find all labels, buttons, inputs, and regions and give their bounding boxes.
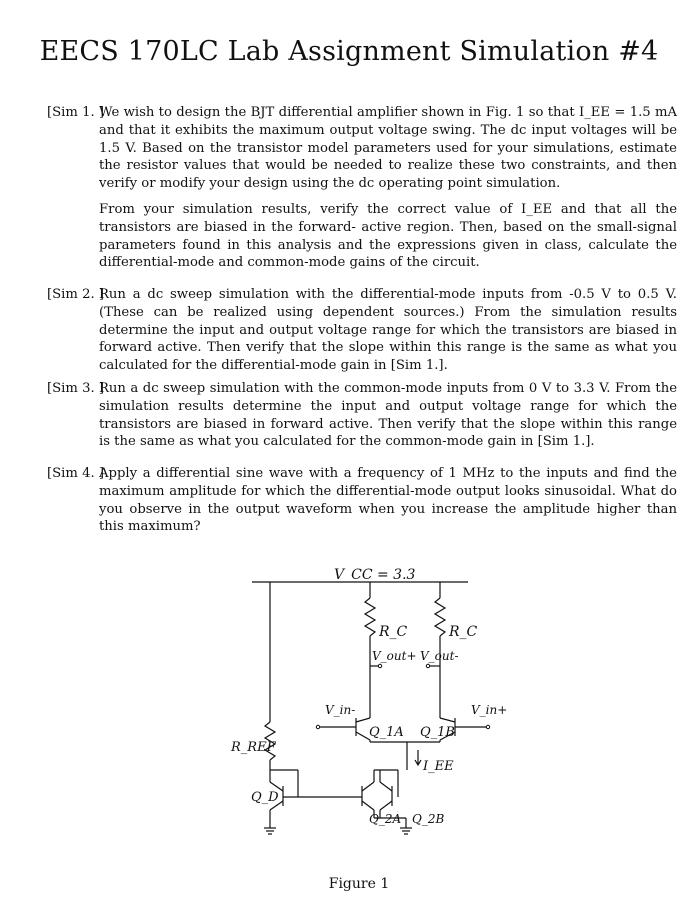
sim-2-tag: [Sim 2. ] [47,287,105,302]
vout-minus-label: V_out- [420,649,459,663]
q1a-label: Q_1A [369,725,404,740]
vin-minus-label: V_in- [325,703,356,717]
sim-1-paragraph-2: From your simulation results, verify the correct value of I_EE and that all the transistors are biased in the forward- active region. Then, based on the small-signal parameters found in this analysis and the expressions given in class, calculate the differential-mode and common-mode gains of the circuit. [99,201,677,271]
sim-3-tag: [Sim 3. ] [47,381,105,396]
rc-right-label: R_C [449,624,478,640]
vcc-label: V_CC = 3.3 [334,567,416,583]
sim-3-paragraph: Run a dc sweep simulation with the common-mode inputs from 0 V to 3.3 V. From the simulation results determine the input and output voltage range for which the transistors are biased in forward active. Then verify that the slope within this range is the same as what you calculated for the common-mode gain in [Sim 1.]. [99,381,677,450]
circuit-labels [230,567,507,826]
document-title: EECS 170LC Lab Assignment Simulation #4 [39,36,659,67]
circuit-wires [252,582,488,834]
sim-1-tag: [Sim 1. ] [47,105,105,120]
sim-2-paragraph: Run a dc sweep simulation with the differential-mode inputs from -0.5 V to 0.5 V. (These can be realized using dependent sources.) From the simulation results determine the input and output voltage range for which the transistors are biased in forward active. Then verify that the slope within this range is the same as what you calculated for the differential-mode gain in [Sim 1.]. [99,287,677,374]
sim-4-tag: [Sim 4. ] [47,466,105,481]
sim-4-paragraph: Apply a differential sine wave with a frequency of 1 MHz to the inputs and find the maximum amplitude for which the differential-mode output looks sinusoidal. What do you observe in the output waveform when you increase the amplitude higher than this maximum? [99,466,677,535]
vin-plus-label: V_in+ [471,703,508,717]
q2b-label: Q_2B [412,812,445,826]
vout-plus-label: V_out+ [372,649,417,663]
qd-label: Q_D [251,790,279,805]
rref-label: R_REF [231,740,276,755]
figure-caption: Figure 1 [328,876,390,892]
rc-left-label: R_C [379,624,408,640]
q1b-label: Q_1B [420,725,455,740]
q2a-label: Q_2A [369,812,402,826]
circuit-terminals [316,664,489,728]
sim-1-paragraph-1: We wish to design the BJT differential amplifier shown in Fig. 1 so that I_EE = 1.5 mA and that it exhibits the maximum output voltage swing. The dc input voltages will be 1.5 V. Based on the transistor model parameters used for your simulations, estimate the resistor values that would be needed to realize these two constraints, and then verify or modify your design using the dc operating point simulation. [99,105,677,192]
iee-label: I_EE [423,759,454,774]
